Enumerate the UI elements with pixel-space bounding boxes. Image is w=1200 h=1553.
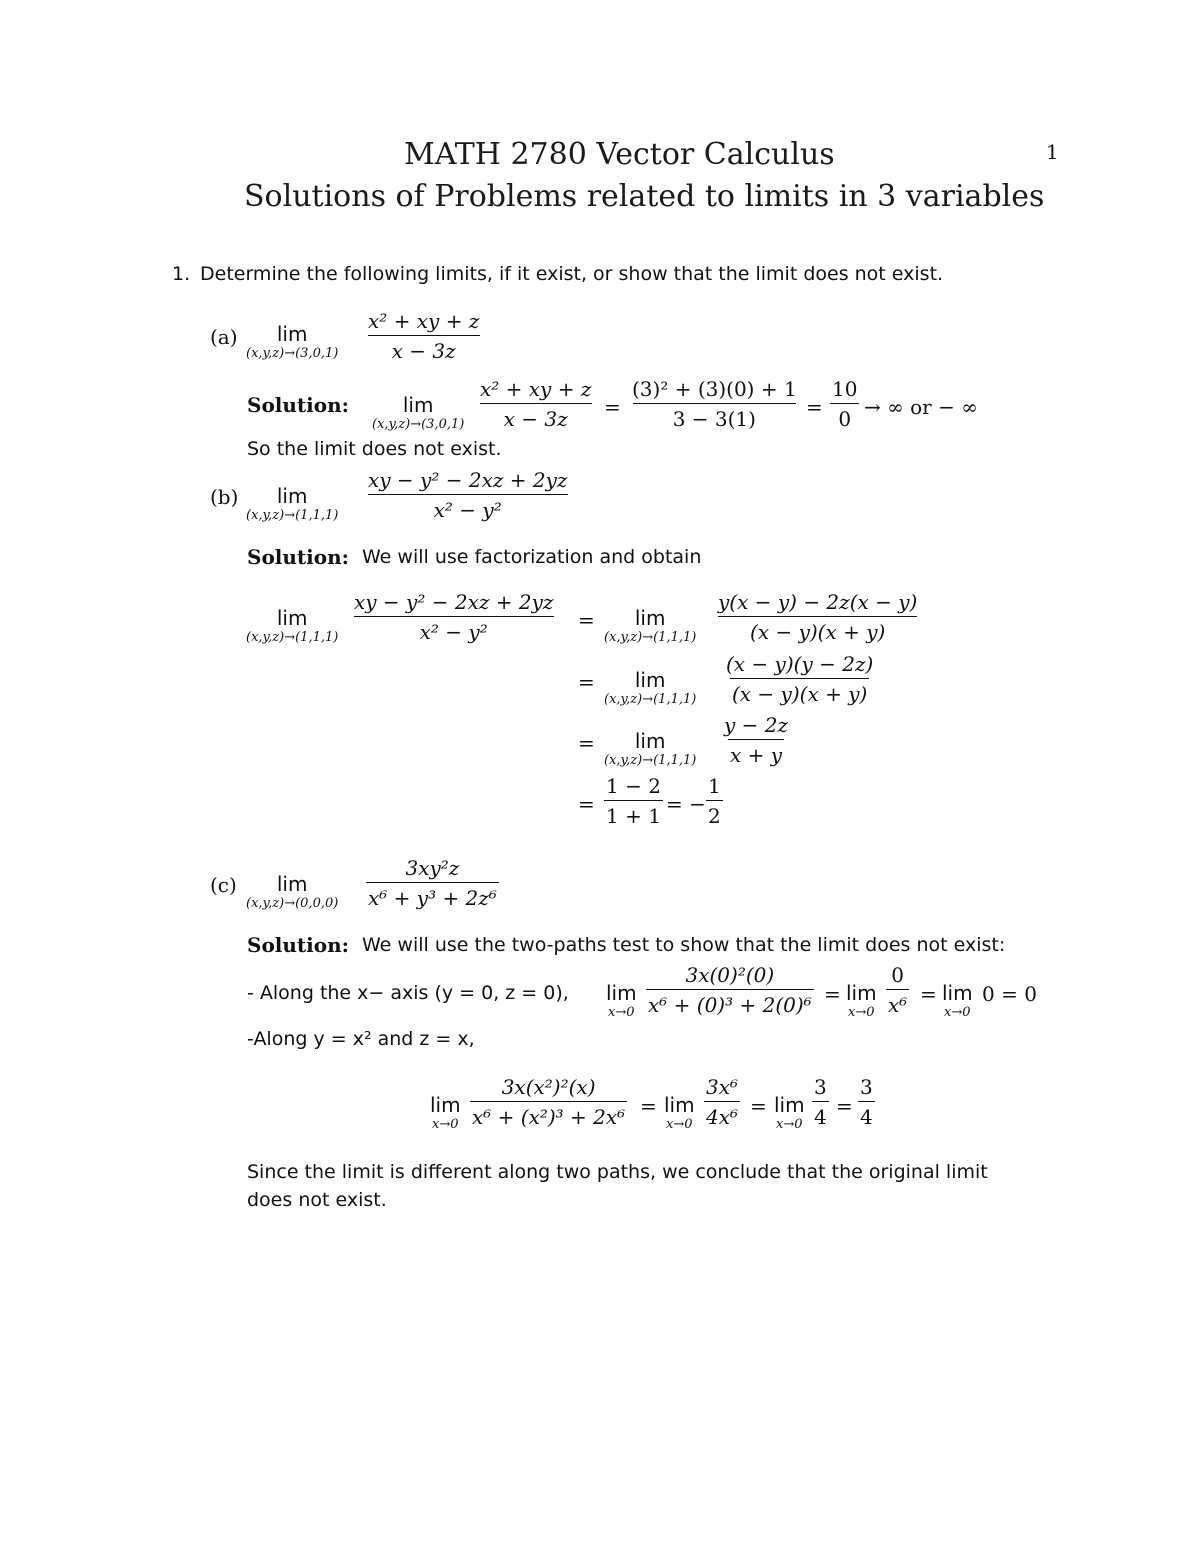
- lim-operator: lim: [276, 484, 308, 508]
- fraction-denominator: 4: [858, 1101, 875, 1129]
- equals-sign: =: [640, 1094, 657, 1118]
- part-c-conclusion-line-1: Since the limit is different along two paths, we conclude that the original limit: [247, 1161, 988, 1183]
- equals-sign: =: [824, 982, 841, 1006]
- fraction-denominator: x⁶ + (x²)³ + 2x⁶: [470, 1101, 627, 1129]
- part-c-path2-limit: [430, 1093, 461, 1132]
- part-c-path2-limit-2: [664, 1093, 695, 1132]
- fraction-denominator: 4: [812, 1101, 829, 1129]
- part-b-step3-limit: [604, 729, 696, 768]
- fraction-denominator: x − 3z: [368, 335, 480, 363]
- part-a-fraction: [366, 309, 481, 363]
- part-c-path1-text: - Along the x− axis (y = 0, z = 0),: [247, 982, 569, 1004]
- equals-sign: =: [750, 1094, 767, 1118]
- part-b-label: (b): [210, 485, 239, 509]
- fraction-denominator: 3 − 3(1): [633, 403, 796, 431]
- lim-subscript: (x,y,z)→(1,1,1): [246, 630, 339, 645]
- problem-statement: Determine the following limits, if it exist, or show that the limit does not exist.: [200, 263, 944, 285]
- lim-operator: lim: [634, 606, 666, 630]
- equals-sign: =: [578, 792, 595, 816]
- fraction-numerator: 10: [832, 377, 858, 401]
- equals-sign: =: [836, 1094, 853, 1118]
- part-c-path2-fraction-2: [704, 1075, 740, 1129]
- part-c-solution-text: We will use the two-paths test to show that the limit does not exist:: [362, 934, 1006, 956]
- lim-operator: lim: [606, 981, 637, 1005]
- lim-subscript: (x,y,z)→(1,1,1): [604, 630, 697, 645]
- lim-subscript: (x,y,z)→(3,0,1): [246, 346, 339, 361]
- part-a-result-fraction: [830, 377, 859, 431]
- fraction-numerator: 3: [814, 1075, 827, 1099]
- part-a-limit: [246, 322, 338, 361]
- part-b-step4-fraction: [604, 774, 663, 828]
- part-c-path1-limit-3: [942, 981, 973, 1020]
- part-b-limit: [246, 484, 338, 523]
- lim-operator: lim: [402, 393, 434, 417]
- lim-operator: lim: [846, 981, 877, 1005]
- part-c-solution-label: Solution:: [247, 933, 350, 957]
- fraction-numerator: 3x(0)²(0): [685, 963, 775, 987]
- lim-subscript: (x,y,z)→(1,1,1): [604, 692, 697, 707]
- part-b-solution-label: Solution:: [247, 545, 350, 569]
- part-a-solution-label: Solution:: [247, 393, 350, 417]
- fraction-denominator: x⁶: [886, 989, 909, 1017]
- part-c-limit: [246, 872, 338, 911]
- lim-operator: lim: [774, 1093, 805, 1117]
- part-b-fraction: [366, 468, 569, 522]
- lim-operator: lim: [430, 1093, 461, 1117]
- fraction-denominator: x − 3z: [480, 403, 592, 431]
- fraction-denominator: x² − y²: [368, 494, 568, 522]
- fraction-denominator: x² − y²: [354, 616, 554, 644]
- part-c-path1-limit: [606, 981, 637, 1020]
- fraction-numerator: y(x − y) − 2z(x − y): [718, 590, 918, 614]
- fraction-numerator: xy − y² − 2xz + 2yz: [354, 590, 554, 614]
- part-a-substituted-fraction: [630, 377, 799, 431]
- part-b-solution-text: We will use factorization and obtain: [362, 546, 702, 568]
- part-c-path2-limit-3: [774, 1093, 805, 1132]
- lim-operator: lim: [276, 606, 308, 630]
- lim-subscript: x→0: [944, 1005, 971, 1020]
- fraction-denominator: x⁶ + (0)³ + 2(0)⁶: [646, 989, 814, 1017]
- part-a-solution-fraction: [478, 377, 593, 431]
- fraction-numerator: 3x(x²)²(x): [501, 1075, 596, 1099]
- lim-operator: lim: [942, 981, 973, 1005]
- part-c-path2-fraction-4: [858, 1075, 875, 1129]
- fraction-numerator: 1 − 2: [606, 774, 661, 798]
- page-number: 1: [1046, 140, 1059, 164]
- title-line-2: Solutions of Problems related to limits in 3 variables: [244, 179, 1045, 214]
- lim-operator: lim: [276, 872, 308, 896]
- part-c-conclusion-line-2: does not exist.: [247, 1189, 387, 1211]
- fraction-denominator: (x − y)(x + y): [730, 678, 869, 706]
- part-b-step2-fraction: [724, 652, 875, 706]
- lim-subscript: (x,y,z)→(1,1,1): [604, 753, 697, 768]
- lim-operator: lim: [634, 668, 666, 692]
- fraction-denominator: 1 + 1: [604, 800, 663, 828]
- equals-sign: =: [920, 982, 937, 1006]
- fraction-numerator: (3)² + (3)(0) + 1: [632, 377, 797, 401]
- part-c-fraction: [366, 856, 499, 910]
- lim-subscript: x→0: [608, 1005, 635, 1020]
- part-c-label: (c): [210, 873, 237, 897]
- part-c-path2-fraction-3: [812, 1075, 829, 1129]
- lim-subscript: x→0: [776, 1117, 803, 1132]
- lim-subscript: (x,y,z)→(3,0,1): [372, 417, 465, 432]
- lim-subscript: x→0: [666, 1117, 693, 1132]
- equals-sign: =: [578, 670, 595, 694]
- lim-subscript: x→0: [432, 1117, 459, 1132]
- equals-sign: =: [806, 395, 823, 419]
- part-b-step1-limit: [604, 606, 696, 645]
- part-c-path1-fraction: [646, 963, 814, 1017]
- title-line-1: MATH 2780 Vector Calculus: [404, 137, 835, 172]
- fraction-denominator: x + y: [728, 739, 784, 767]
- lim-operator: lim: [276, 322, 308, 346]
- lim-subscript: x→0: [848, 1005, 875, 1020]
- equals-sign: =: [578, 608, 595, 632]
- fraction-numerator: x² + xy + z: [368, 309, 480, 333]
- fraction-numerator: 3xy²z: [405, 856, 460, 880]
- part-c-path2-text: -Along y = x² and z = x,: [247, 1028, 475, 1050]
- lim-operator: lim: [634, 729, 666, 753]
- fraction-numerator: xy − y² − 2xz + 2yz: [368, 468, 568, 492]
- part-b-step0-fraction: [352, 590, 555, 644]
- part-b-step3-fraction: [722, 713, 790, 767]
- part-c-path1-limit-2: [846, 981, 877, 1020]
- part-b-final-fraction: [706, 774, 723, 828]
- part-b-step2-limit: [604, 668, 696, 707]
- fraction-denominator: (x − y)(x + y): [718, 616, 917, 644]
- part-b-step0-limit: [246, 606, 338, 645]
- fraction-numerator: 3: [860, 1075, 873, 1099]
- lim-subscript: (x,y,z)→(1,1,1): [246, 508, 339, 523]
- equals-sign: =: [604, 395, 621, 419]
- part-b-step1-fraction: [716, 590, 919, 644]
- equals-minus: = −: [666, 792, 706, 816]
- part-a-solution-limit: [372, 393, 464, 432]
- fraction-denominator: 0: [830, 403, 859, 431]
- fraction-numerator: 1: [708, 774, 721, 798]
- part-a-conclusion: So the limit does not exist.: [247, 438, 502, 460]
- fraction-denominator: 4x⁶: [704, 1101, 740, 1129]
- part-c-path1-fraction-2: [886, 963, 909, 1017]
- part-c-path2-fraction: [470, 1075, 627, 1129]
- equals-sign: =: [578, 731, 595, 755]
- fraction-numerator: 0: [891, 963, 905, 987]
- fraction-numerator: x² + xy + z: [480, 377, 592, 401]
- problem-number: 1.: [172, 263, 191, 285]
- fraction-denominator: x⁶ + y³ + 2z⁶: [366, 882, 499, 910]
- part-a-tail: → ∞ or − ∞: [864, 395, 978, 419]
- fraction-numerator: 3x⁶: [706, 1075, 739, 1099]
- fraction-denominator: 2: [706, 800, 723, 828]
- lim-subscript: (x,y,z)→(0,0,0): [246, 896, 339, 911]
- lim-operator: lim: [664, 1093, 695, 1117]
- part-a-label: (a): [210, 325, 238, 349]
- fraction-numerator: y − 2z: [724, 713, 789, 737]
- part-c-path1-tail: 0 = 0: [982, 982, 1037, 1006]
- fraction-numerator: (x − y)(y − 2z): [726, 652, 874, 676]
